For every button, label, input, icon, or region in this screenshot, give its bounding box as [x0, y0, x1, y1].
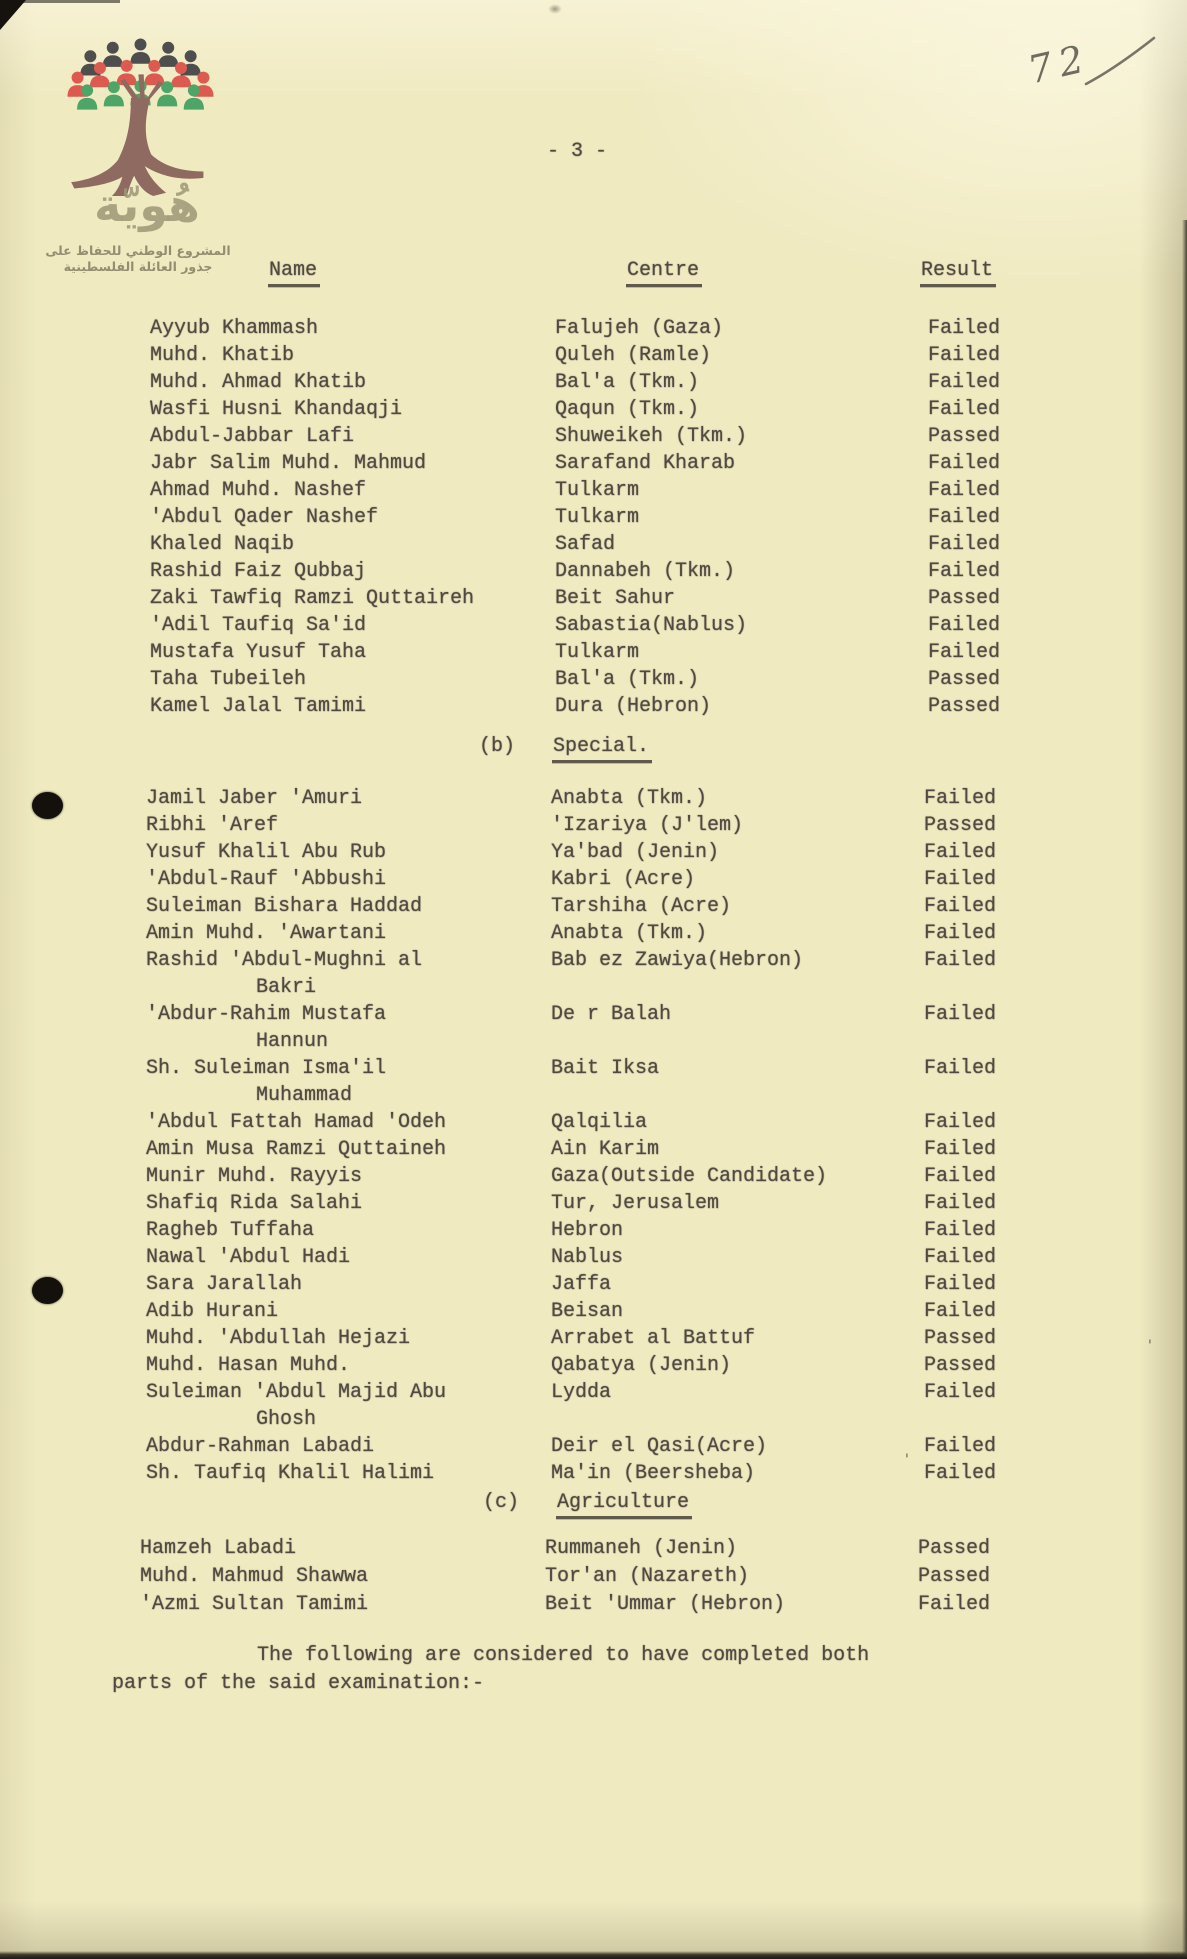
row-centre: Nablus — [551, 1246, 624, 1269]
row-name: Ahmad Muhd. Nashef — [150, 479, 367, 502]
row-centre: Sarafand Kharab — [555, 452, 736, 475]
row-name: Zaki Tawfiq Ramzi Quttaireh — [150, 587, 475, 610]
row-name: Kamel Jalal Tamimi — [150, 695, 367, 718]
row-result: Failed — [924, 1219, 997, 1242]
row-result: Failed — [928, 317, 1001, 340]
row-result: Failed — [924, 1273, 997, 1296]
row-name: 'Abdur-Rahim Mustafa — [146, 1003, 387, 1026]
scan-corner-fold — [0, 0, 26, 30]
row-result: Passed — [924, 1354, 997, 1377]
row-name: 'Adil Taufiq Sa'id — [150, 614, 367, 637]
row-centre: De r Balah — [551, 1003, 672, 1026]
table-row — [146, 1355, 1126, 1382]
row-centre: Qaqun (Tkm.) — [555, 398, 700, 421]
row-name: Munir Muhd. Rayyis — [146, 1165, 363, 1188]
row-centre: Shuweikeh (Tkm.) — [555, 425, 748, 448]
row-name: Jabr Salim Muhd. Mahmud — [150, 452, 427, 475]
table-row — [146, 1004, 1126, 1058]
row-result: Failed — [918, 1593, 991, 1616]
row-centre: Dura (Hebron) — [555, 695, 712, 718]
row-name: 'Abdul Qader Nashef — [150, 506, 379, 529]
punch-hole-dot — [32, 792, 63, 819]
table-row — [150, 534, 1130, 561]
row-name: 'Abdul Fattah Hamad 'Odeh — [146, 1111, 447, 1134]
closing-line1: The following are considered to have completed both — [257, 1644, 870, 1667]
family-tree-icon — [58, 36, 223, 196]
row-name: Adib Hurani — [146, 1300, 279, 1323]
row-centre: Tulkarm — [555, 506, 640, 529]
handwriting-swoosh — [1082, 34, 1160, 88]
row-result: Failed — [924, 1462, 997, 1485]
section-b-prefix: (b) — [479, 735, 516, 758]
table-row — [150, 426, 1130, 453]
row-result: Failed — [924, 1435, 997, 1458]
row-result: Failed — [924, 787, 997, 810]
table-row — [140, 1566, 1120, 1594]
table-row — [150, 588, 1130, 615]
section-c-title: Agriculture — [556, 1492, 692, 1514]
row-result: Failed — [924, 1246, 997, 1269]
scan-bottom-edge — [0, 1951, 1187, 1959]
page-number: - 3 - — [547, 140, 608, 163]
handwritten-folio-number: 72 — [1023, 35, 1095, 93]
punch-hole-dot — [32, 1277, 63, 1304]
row-name: Rashid 'Abdul-Mughni al — [146, 949, 423, 972]
row-centre: Bab ez Zawiya(Hebron) — [551, 949, 804, 972]
row-centre: Rummaneh (Jenin) — [545, 1537, 738, 1560]
table-row — [146, 923, 1126, 950]
row-centre: Quleh (Ramle) — [555, 344, 712, 367]
column-header-centre: Centre — [626, 260, 702, 282]
table-row — [146, 896, 1126, 923]
row-centre: Qalqilia — [551, 1111, 648, 1134]
logo-organization-name — [28, 243, 248, 274]
scan-right-edge — [1182, 220, 1187, 1959]
scan-smudge — [548, 4, 562, 14]
row-result: Passed — [928, 695, 1001, 718]
table-row — [146, 950, 1126, 1004]
row-name: 'Abdul-Rauf 'Abbushi — [146, 868, 387, 891]
row-name: Mustafa Yusuf Taha — [150, 641, 367, 664]
table-row — [150, 480, 1130, 507]
row-name: Jamil Jaber 'Amuri — [146, 787, 363, 810]
row-result: Passed — [924, 1327, 997, 1350]
table-row — [150, 561, 1130, 588]
row-name: Nawal 'Abdul Hadi — [146, 1246, 351, 1269]
table-row — [146, 1328, 1126, 1355]
row-name-continued: Muhammad — [256, 1084, 353, 1107]
row-name: Taha Tubeileh — [150, 668, 307, 691]
column-header-result: Result — [920, 260, 996, 282]
scan-speck: ' — [905, 1452, 909, 1468]
row-name-continued: Ghosh — [256, 1408, 317, 1431]
table-row — [140, 1538, 1120, 1566]
table-row — [146, 1112, 1126, 1139]
section-c-prefix: (c) — [483, 1491, 520, 1514]
row-centre: Tulkarm — [555, 641, 640, 664]
row-name: 'Azmi Sultan Tamimi — [140, 1593, 369, 1616]
row-centre: Gaza(Outside Candidate) — [551, 1165, 828, 1188]
row-result: Failed — [924, 895, 997, 918]
table-row — [150, 399, 1130, 426]
row-name: Ragheb Tuffaha — [146, 1219, 315, 1242]
row-result: Failed — [924, 841, 997, 864]
row-centre: Beit Sahur — [555, 587, 676, 610]
row-centre: Lydda — [551, 1381, 612, 1404]
results-table-special — [146, 788, 1126, 1490]
row-result: Passed — [924, 814, 997, 837]
row-centre: Anabta (Tkm.) — [551, 922, 708, 945]
row-name-continued: Bakri — [256, 976, 317, 999]
row-centre: Qabatya (Jenin) — [551, 1354, 732, 1377]
table-row — [140, 1594, 1120, 1622]
table-row — [146, 788, 1126, 815]
row-name: Ribhi 'Aref — [146, 814, 279, 837]
row-centre: Tarshiha (Acre) — [551, 895, 732, 918]
table-row — [150, 696, 1130, 723]
table-row — [150, 642, 1130, 669]
row-result: Failed — [924, 1138, 997, 1161]
row-result: Passed — [928, 425, 1001, 448]
logo-org-line2: جذور العائلة الفلسطينية — [63, 258, 213, 274]
row-centre: 'Izariya (J'lem) — [551, 814, 744, 837]
row-name: Muhd. Ahmad Khatib — [150, 371, 367, 394]
row-result: Failed — [928, 533, 1001, 556]
table-row — [146, 842, 1126, 869]
closing-paragraph — [112, 1645, 912, 1705]
row-result: Failed — [924, 922, 997, 945]
row-name: Sh. Taufiq Khalil Halimi — [146, 1462, 435, 1485]
row-name: Abdur-Rahman Labadi — [146, 1435, 375, 1458]
row-result: Failed — [924, 949, 997, 972]
table-row — [150, 372, 1130, 399]
row-name: Hamzeh Labadi — [140, 1537, 297, 1560]
table-row — [146, 815, 1126, 842]
row-name: Muhd. Mahmud Shawwa — [140, 1565, 369, 1588]
row-name: Muhd. Khatib — [150, 344, 295, 367]
row-centre: Tor'an (Nazareth) — [545, 1565, 750, 1588]
table-row — [146, 1058, 1126, 1112]
scan-speck: ' — [1148, 1338, 1152, 1354]
row-name: Wasfi Husni Khandaqji — [150, 398, 403, 421]
section-b-title: Special. — [552, 736, 652, 758]
table-row — [150, 318, 1130, 345]
row-name: Sara Jarallah — [146, 1273, 303, 1296]
table-row — [150, 669, 1130, 696]
logo-org-line1: المشروع الوطني للحفاظ على — [45, 243, 231, 258]
row-name: Muhd. Hasan Muhd. — [146, 1354, 351, 1377]
row-result: Failed — [924, 1111, 997, 1134]
row-name: Muhd. 'Abdullah Hejazi — [146, 1327, 411, 1350]
row-centre: Tur, Jerusalem — [551, 1192, 720, 1215]
row-result: Failed — [928, 398, 1001, 421]
row-centre: Arrabet al Battuf — [551, 1327, 756, 1350]
row-result: Failed — [928, 641, 1001, 664]
row-result: Failed — [928, 344, 1001, 367]
row-name: Sh. Suleiman Isma'il — [146, 1057, 387, 1080]
table-row — [146, 1193, 1126, 1220]
row-centre: Bait Iksa — [551, 1057, 660, 1080]
row-name: Ayyub Khammash — [150, 317, 319, 340]
row-result: Passed — [918, 1565, 991, 1588]
row-result: Failed — [924, 1003, 997, 1026]
row-name: Shafiq Rida Salahi — [146, 1192, 363, 1215]
row-centre: Ma'in (Beersheba) — [551, 1462, 756, 1485]
row-name: Abdul-Jabbar Lafi — [150, 425, 355, 448]
row-centre: Bal'a (Tkm.) — [555, 371, 700, 394]
row-centre: Beit 'Ummar (Hebron) — [545, 1593, 786, 1616]
row-result: Failed — [924, 1381, 997, 1404]
results-table-agriculture — [140, 1538, 1120, 1622]
row-centre: Bal'a (Tkm.) — [555, 668, 700, 691]
row-name: Amin Muhd. 'Awartani — [146, 922, 387, 945]
row-result: Failed — [928, 506, 1001, 529]
logo-calligraphy: هُويّة — [94, 178, 200, 232]
row-result: Failed — [924, 1057, 997, 1080]
row-name: Yusuf Khalil Abu Rub — [146, 841, 387, 864]
row-centre: Tulkarm — [555, 479, 640, 502]
row-centre: Dannabeh (Tkm.) — [555, 560, 736, 583]
scan-top-edge — [0, 0, 120, 3]
row-result: Failed — [924, 1165, 997, 1188]
row-result: Failed — [928, 371, 1001, 394]
table-row — [150, 453, 1130, 480]
closing-line2: parts of the said examination:- — [112, 1672, 485, 1695]
row-result: Passed — [918, 1537, 991, 1560]
row-name: Suleiman Bishara Haddad — [146, 895, 423, 918]
row-centre: Ya'bad (Jenin) — [551, 841, 720, 864]
row-centre: Safad — [555, 533, 616, 556]
row-result: Failed — [928, 614, 1001, 637]
table-row — [146, 1220, 1126, 1247]
table-row — [146, 1274, 1126, 1301]
table-row — [146, 1436, 1126, 1463]
results-table-general — [150, 318, 1130, 723]
row-result: Failed — [928, 452, 1001, 475]
table-row — [150, 345, 1130, 372]
row-result: Failed — [928, 560, 1001, 583]
row-name: Khaled Naqib — [150, 533, 295, 556]
row-name: Suleiman 'Abdul Majid Abu — [146, 1381, 447, 1404]
row-result: Passed — [928, 587, 1001, 610]
table-row — [146, 1139, 1126, 1166]
table-row — [146, 1382, 1126, 1436]
table-row — [150, 615, 1130, 642]
row-result: Failed — [924, 1300, 997, 1323]
row-centre: Anabta (Tkm.) — [551, 787, 708, 810]
row-centre: Sabastia(Nablus) — [555, 614, 748, 637]
row-name: Amin Musa Ramzi Quttaineh — [146, 1138, 447, 1161]
row-centre: Deir el Qasi(Acre) — [551, 1435, 768, 1458]
row-result: Failed — [928, 479, 1001, 502]
table-row — [146, 1247, 1126, 1274]
table-row — [146, 1463, 1126, 1490]
table-row — [146, 1166, 1126, 1193]
row-centre: Ain Karim — [551, 1138, 660, 1161]
row-centre: Beisan — [551, 1300, 624, 1323]
column-header-name: Name — [268, 260, 320, 282]
row-result: Passed — [928, 668, 1001, 691]
table-row — [146, 869, 1126, 896]
row-result: Failed — [924, 1192, 997, 1215]
row-result: Failed — [924, 868, 997, 891]
row-centre: Jaffa — [551, 1273, 612, 1296]
table-row — [146, 1301, 1126, 1328]
row-centre: Falujeh (Gaza) — [555, 317, 724, 340]
row-name-continued: Hannun — [256, 1030, 329, 1053]
row-name: Rashid Faiz Qubbaj — [150, 560, 367, 583]
table-row — [150, 507, 1130, 534]
row-centre: Kabri (Acre) — [551, 868, 696, 891]
row-centre: Hebron — [551, 1219, 624, 1242]
